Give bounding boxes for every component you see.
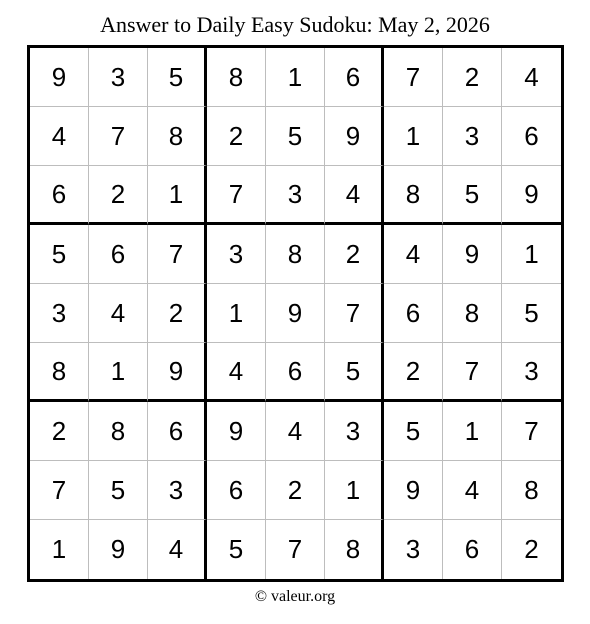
sudoku-cell: 1 (325, 461, 384, 520)
sudoku-cell: 5 (502, 284, 561, 343)
sudoku-cell: 7 (89, 107, 148, 166)
copyright-footer: © valeur.org (254, 588, 336, 605)
sudoku-cell: 5 (384, 402, 443, 461)
sudoku-cell: 5 (148, 48, 207, 107)
sudoku-cell: 3 (148, 461, 207, 520)
sudoku-cell: 7 (443, 343, 502, 402)
sudoku-cell: 4 (266, 402, 325, 461)
sudoku-cell: 4 (325, 166, 384, 225)
sudoku-cell: 9 (266, 284, 325, 343)
sudoku-cell: 9 (207, 402, 266, 461)
sudoku-cell: 3 (266, 166, 325, 225)
sudoku-cell: 2 (384, 343, 443, 402)
sudoku-cell: 6 (89, 225, 148, 284)
sudoku-cell: 3 (502, 343, 561, 402)
sudoku-cell: 4 (30, 107, 89, 166)
sudoku-cell: 6 (266, 343, 325, 402)
sudoku-cell: 9 (384, 461, 443, 520)
sudoku-cell: 5 (207, 520, 266, 579)
sudoku-cell: 9 (325, 107, 384, 166)
sudoku-cell: 8 (384, 166, 443, 225)
sudoku-cell: 2 (266, 461, 325, 520)
sudoku-cell: 6 (325, 48, 384, 107)
sudoku-cell: 5 (266, 107, 325, 166)
sudoku-cell: 1 (443, 402, 502, 461)
sudoku-cell: 5 (443, 166, 502, 225)
sudoku-cell: 1 (266, 48, 325, 107)
sudoku-cell: 9 (89, 520, 148, 579)
sudoku-cell: 6 (502, 107, 561, 166)
sudoku-cell: 7 (502, 402, 561, 461)
sudoku-cell: 6 (30, 166, 89, 225)
sudoku-cell: 1 (89, 343, 148, 402)
sudoku-cell: 3 (325, 402, 384, 461)
sudoku-cell: 6 (443, 520, 502, 579)
sudoku-cell: 7 (30, 461, 89, 520)
sudoku-cell: 6 (384, 284, 443, 343)
sudoku-cell: 1 (502, 225, 561, 284)
sudoku-cell: 4 (502, 48, 561, 107)
sudoku-grid (27, 45, 564, 582)
sudoku-cell: 8 (207, 48, 266, 107)
sudoku-cell: 1 (148, 166, 207, 225)
sudoku-cell: 1 (30, 520, 89, 579)
sudoku-cell: 8 (148, 107, 207, 166)
sudoku-cell: 8 (325, 520, 384, 579)
sudoku-cell: 3 (89, 48, 148, 107)
sudoku-cell: 3 (384, 520, 443, 579)
sudoku-cell: 2 (443, 48, 502, 107)
sudoku-cell: 4 (148, 520, 207, 579)
sudoku-cell: 9 (148, 343, 207, 402)
sudoku-cell: 3 (207, 225, 266, 284)
sudoku-cell: 3 (30, 284, 89, 343)
sudoku-cell: 4 (207, 343, 266, 402)
sudoku-cell: 2 (30, 402, 89, 461)
sudoku-cell: 5 (89, 461, 148, 520)
sudoku-cell: 7 (384, 48, 443, 107)
sudoku-cell: 7 (325, 284, 384, 343)
sudoku-cell: 9 (30, 48, 89, 107)
sudoku-cell: 8 (89, 402, 148, 461)
sudoku-cell: 1 (207, 284, 266, 343)
puzzle-title: Answer to Daily Easy Sudoku: May 2, 2026 (100, 12, 490, 37)
sudoku-cell: 1 (384, 107, 443, 166)
sudoku-cell: 8 (30, 343, 89, 402)
sudoku-cell: 4 (384, 225, 443, 284)
sudoku-cell: 2 (325, 225, 384, 284)
sudoku-cell: 8 (502, 461, 561, 520)
sudoku-cell: 7 (266, 520, 325, 579)
sudoku-cell: 5 (325, 343, 384, 402)
sudoku-cell: 2 (89, 166, 148, 225)
sudoku-cell: 4 (443, 461, 502, 520)
sudoku-cell: 8 (266, 225, 325, 284)
sudoku-cell: 5 (30, 225, 89, 284)
sudoku-cell: 4 (89, 284, 148, 343)
sudoku-cell: 2 (524, 534, 539, 564)
sudoku-cell: 2 (207, 107, 266, 166)
sudoku-cell: 9 (443, 225, 502, 284)
sudoku-cell: 8 (443, 284, 502, 343)
sudoku-cell: 9 (502, 166, 561, 225)
sudoku-cell: 7 (148, 225, 207, 284)
sudoku-cell: 6 (207, 461, 266, 520)
sudoku-cell: 6 (148, 402, 207, 461)
sudoku-cell: 2 (148, 284, 207, 343)
sudoku-cell: 3 (443, 107, 502, 166)
sudoku-cell: 7 (207, 166, 266, 225)
